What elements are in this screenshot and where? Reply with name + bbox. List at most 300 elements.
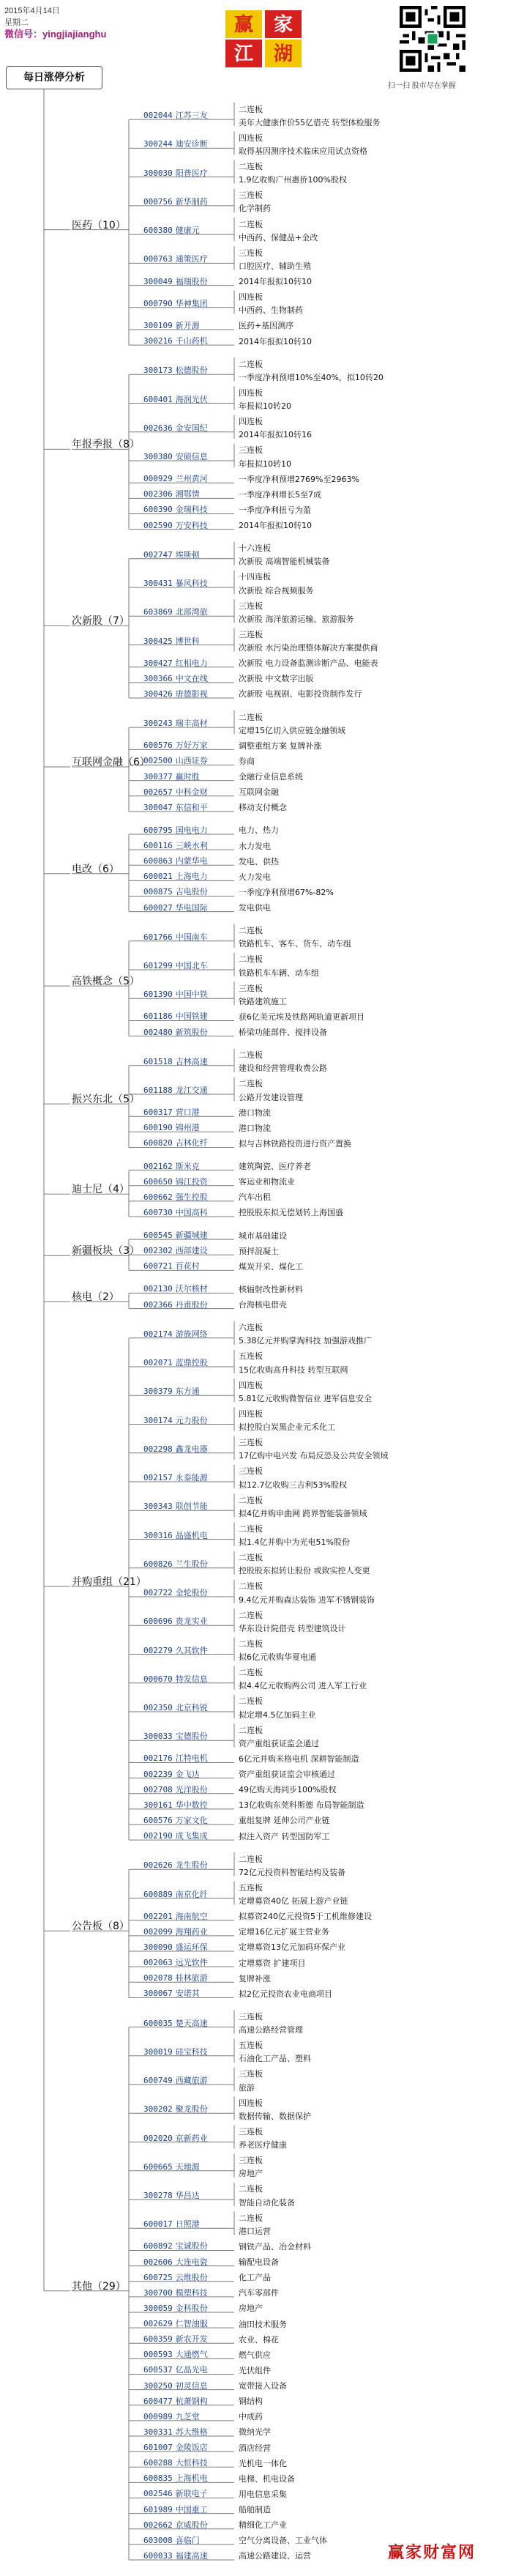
weixin-label: 微信号：	[4, 29, 43, 40]
stock-node[interactable]	[143, 1160, 200, 1172]
category-node[interactable]	[72, 218, 126, 232]
stock-detail: 船舶制造	[239, 2505, 271, 2515]
stock-detail: 年报拟10转10	[239, 459, 291, 469]
stock-detail: 一季度净利预增2769%至2963%	[239, 474, 359, 484]
stock-code: 600380	[143, 226, 173, 236]
stock-node[interactable]	[143, 931, 208, 943]
stock-node[interactable]	[143, 688, 208, 699]
stock-code: 002626	[143, 1860, 173, 1871]
stock-node[interactable]	[143, 577, 208, 589]
stock-name: 北部湾旅	[175, 607, 208, 617]
stock-name: 新联电子	[175, 2489, 208, 2499]
stock-detail: 发电、供热	[239, 856, 279, 866]
category-node[interactable]	[72, 1918, 130, 1933]
stock-detail: 一季度净利增长5至7成	[239, 489, 321, 500]
stock-name: 中国高科	[175, 1207, 208, 1217]
root-node[interactable]: 每日涨停分析	[6, 66, 102, 89]
stock-node[interactable]	[143, 1987, 200, 1999]
stock-node[interactable]	[143, 2256, 208, 2268]
stock-detail: 二连板	[239, 162, 263, 172]
stock-code: 300379	[143, 1387, 173, 1397]
stock-detail: 次新股 水污染治理整体解决方案提供商	[239, 643, 378, 653]
stock-detail: 二连板	[239, 926, 263, 936]
stock-node[interactable]	[143, 786, 208, 798]
stock-code: 300366	[143, 673, 173, 683]
stock-name: 新疆城建	[175, 1231, 208, 1241]
stock-detail: 拟12.7亿收购三吉利53%股权	[239, 1480, 347, 1490]
stock-detail: 三连板	[239, 1466, 263, 1477]
category-node[interactable]	[72, 754, 150, 769]
category-node[interactable]	[72, 1574, 146, 1589]
stock-node[interactable]	[143, 2441, 208, 2453]
stock-code: 002201	[143, 1911, 173, 1921]
stock-code: 600390	[143, 505, 173, 515]
stock-node[interactable]	[143, 1529, 208, 1541]
stock-node[interactable]	[143, 224, 200, 236]
stock-node[interactable]	[143, 2348, 208, 2360]
stock-node[interactable]	[143, 902, 208, 913]
stock-node[interactable]	[143, 488, 200, 500]
stock-node[interactable]	[143, 393, 208, 405]
stock-code: 300174	[143, 1415, 173, 1425]
stock-node[interactable]	[143, 2017, 208, 2029]
stock-node[interactable]	[143, 1500, 208, 1512]
stock-detail: 二连板	[239, 2213, 263, 2223]
stock-detail: 四连板	[239, 292, 263, 302]
stock-code: 300030	[143, 168, 173, 178]
stock-node[interactable]	[143, 2410, 200, 2422]
category-count: （2）	[92, 1291, 119, 1303]
stock-node[interactable]	[143, 2380, 208, 2391]
stock-node[interactable]	[143, 1443, 208, 1455]
stock-detail: 华东设计院借壳 转型建筑设计	[239, 1623, 346, 1633]
stock-code: 600665	[143, 2161, 173, 2172]
weixin-id: yingjiajianghu	[42, 29, 107, 40]
category-node[interactable]	[72, 437, 140, 451]
stock-node[interactable]	[143, 1026, 208, 1038]
stock-name: 特发信息	[175, 1674, 208, 1684]
stock-detail: 燃气供应	[239, 2350, 271, 2360]
stock-node[interactable]	[143, 319, 200, 331]
stock-detail: 养老医疗健康	[239, 2140, 287, 2150]
stock-detail: 预拌混凝土	[239, 1246, 279, 1256]
stock-node[interactable]	[143, 1558, 208, 1570]
stock-detail: 三连板	[239, 248, 263, 258]
stock-node[interactable]	[143, 109, 208, 121]
stock-code: 002302	[143, 1246, 173, 1256]
stock-node[interactable]	[143, 1471, 208, 1483]
stock-node[interactable]	[143, 1768, 200, 1780]
stock-node[interactable]	[143, 739, 208, 751]
stock-node[interactable]	[143, 635, 200, 647]
stock-code: 002590	[143, 520, 173, 530]
category-node[interactable]	[72, 861, 119, 876]
stock-node[interactable]	[143, 1328, 208, 1340]
qr-caption: 扫一扫 股市尽在掌握	[388, 82, 456, 90]
stock-code: 600725	[143, 2272, 173, 2282]
stock-node[interactable]	[143, 1260, 200, 1272]
stock-node[interactable]	[143, 1956, 208, 1968]
stock-name: 福瑞股份	[175, 276, 208, 286]
stock-name: 千山药机	[175, 336, 208, 346]
stock-node[interactable]	[143, 959, 208, 971]
stock-detail: 次新股 电力设备监测诊断产品、电能表	[239, 658, 378, 669]
stock-name: 永泰能源	[175, 1473, 208, 1482]
stock-code: 002176	[143, 1753, 173, 1764]
stock-name: 健康元	[175, 226, 200, 236]
stock-name: 上海机电	[175, 2473, 208, 2484]
category-name: 高铁概念	[72, 976, 113, 988]
stock-node[interactable]	[143, 253, 208, 264]
stock-node[interactable]	[143, 606, 208, 617]
stock-detail: 输配电设备	[239, 2257, 279, 2268]
stock-node[interactable]	[143, 1299, 208, 1310]
stock-detail: 港口运营	[239, 2226, 271, 2236]
stock-node[interactable]	[143, 1137, 208, 1148]
stock-node[interactable]	[143, 549, 200, 560]
stock-name: 仁智油服	[175, 2319, 208, 2329]
stock-node[interactable]	[143, 2161, 200, 2172]
stock-node[interactable]	[143, 1941, 208, 1953]
stock-code: 600889	[143, 1889, 173, 1899]
stock-code: 002298	[143, 1444, 173, 1454]
stock-node[interactable]	[143, 1830, 208, 1841]
stock-detail: 二连板	[239, 2184, 263, 2194]
stock-node[interactable]	[143, 771, 200, 782]
stock-name: 九芝堂	[175, 2411, 200, 2421]
stock-name: 金轮股份	[175, 1588, 208, 1597]
svg-text:赢: 赢	[233, 14, 254, 36]
stock-detail: 四连板	[239, 417, 263, 427]
category-node[interactable]	[72, 1289, 119, 1304]
stock-detail: 获6亿美元埃及铁路网轨道更新项目	[239, 1012, 364, 1022]
stock-name: 中国北车	[175, 961, 208, 970]
stock-node[interactable]	[143, 1191, 208, 1203]
stock-detail: 拟控股白炭黑企业元禾化工	[239, 1422, 335, 1433]
stock-name: 吉林高速	[175, 1056, 208, 1066]
stock-code: 002044	[143, 111, 173, 121]
stock-detail: 拟定增4.5亿加码主业	[239, 1710, 316, 1720]
stock-detail: 五连板	[239, 1351, 263, 1362]
stock-name: 桂林旅游	[175, 1973, 208, 1983]
stock-node[interactable]	[143, 2287, 208, 2298]
stock-detail: 口腔医疗、辅助生殖	[239, 261, 311, 271]
stock-detail: 次新股 综合视频服务	[239, 585, 314, 595]
stock-node[interactable]	[143, 2487, 208, 2499]
stock-name: 大恒科技	[175, 2458, 208, 2468]
category-node[interactable]	[72, 2279, 126, 2293]
category-node[interactable]	[72, 613, 130, 628]
stock-node[interactable]	[143, 824, 208, 836]
category-count: （29）	[92, 2280, 126, 2293]
stock-node[interactable]	[143, 1414, 208, 1426]
stock-name: 初灵信息	[175, 2380, 208, 2391]
stock-detail: 15亿收购高升科技 转型互联网	[239, 1365, 348, 1375]
stock-detail: 定增15亿切入供应链金融领域	[239, 725, 345, 735]
stock-name: 万安科技	[175, 520, 208, 530]
stock-detail: 农业、棉花	[239, 2334, 279, 2345]
category-name: 医药	[72, 219, 92, 231]
stock-detail: 高速公路建设、运营	[239, 2551, 311, 2561]
stock-code: 600795	[143, 825, 173, 835]
stock-detail: 四连板	[239, 133, 263, 143]
stock-code: 300431	[143, 579, 173, 588]
stock-node[interactable]	[143, 886, 208, 897]
stock-node[interactable]	[143, 450, 208, 462]
stock-code: 002708	[143, 1784, 173, 1794]
stock-code: 600835	[143, 2473, 173, 2484]
stock-code: 000763	[143, 254, 173, 264]
category-name: 次新股	[72, 615, 102, 628]
category-node[interactable]	[72, 1091, 140, 1106]
stock-code: 002020	[143, 2133, 173, 2143]
stock-name: 东方通	[175, 1387, 200, 1397]
stock-code: 600576	[143, 1815, 173, 1825]
stock-code: 601007	[143, 2443, 173, 2453]
stock-code: 002606	[143, 2257, 173, 2267]
stock-detail: 铁路机车、客车、货车、动车组	[239, 939, 351, 949]
stock-node[interactable]	[143, 1055, 208, 1067]
stock-name: 埃斯顿	[175, 549, 200, 560]
stock-code: 002078	[143, 1973, 173, 1983]
stock-code: 002747	[143, 549, 173, 560]
stock-detail: 公路开发建设管理	[239, 1092, 303, 1102]
stock-name: 内蒙华电	[175, 856, 208, 866]
stock-node[interactable]	[143, 1283, 208, 1294]
stock-name: 金飞达	[175, 1769, 200, 1779]
stock-detail: 旅游	[239, 2082, 255, 2093]
stock-node[interactable]	[143, 1356, 208, 1368]
stock-node[interactable]	[143, 2046, 208, 2057]
category-node[interactable]	[72, 1243, 140, 1258]
stock-node[interactable]	[143, 1586, 208, 1598]
stock-node[interactable]	[143, 801, 208, 813]
stock-name: 成飞集成	[175, 1831, 208, 1841]
stock-detail: 复牌补涨	[239, 1973, 271, 1983]
stock-node[interactable]	[143, 2333, 208, 2345]
stock-node[interactable]	[143, 988, 208, 1000]
stock-node[interactable]	[143, 2103, 208, 2115]
stock-code: 300316	[143, 1530, 173, 1540]
stock-detail: 调整重组方案 复牌补涨	[239, 740, 322, 751]
stock-node[interactable]	[143, 364, 208, 376]
stock-node[interactable]	[143, 870, 208, 882]
stock-node[interactable]	[143, 839, 208, 851]
stock-node[interactable]	[143, 2503, 208, 2515]
stock-code: 300173	[143, 365, 173, 376]
stock-node[interactable]	[143, 335, 208, 346]
stock-code: 600359	[143, 2334, 173, 2345]
stock-detail: 二连板	[239, 1725, 263, 1735]
stock-detail: 金融行业信息系统	[239, 772, 303, 782]
stock-detail: 定增16亿元扩展主营业务	[239, 1927, 329, 1937]
stock-detail: 桥梁功能部件、搅拌设备	[239, 1028, 327, 1038]
stock-detail: 港口物流	[239, 1107, 271, 1118]
stock-code: 600662	[143, 1192, 173, 1202]
stock-name: 金安国纪	[175, 423, 208, 433]
category-count: （5）	[113, 1094, 140, 1106]
stock-code: 300380	[143, 452, 173, 461]
category-node[interactable]	[72, 973, 140, 988]
stock-node[interactable]	[143, 1783, 208, 1795]
stock-code: 600033	[143, 2550, 173, 2561]
stock-node[interactable]	[143, 754, 208, 766]
stock-node[interactable]	[143, 1106, 200, 1118]
stock-code: 601518	[143, 1056, 173, 1066]
stock-name: 中国中铁	[175, 990, 208, 1000]
stock-node[interactable]	[143, 196, 208, 207]
stock-node[interactable]	[143, 1888, 208, 1900]
stock-node[interactable]	[143, 2534, 200, 2546]
stock-name: 模塑科技	[175, 2287, 208, 2298]
stock-node[interactable]	[143, 855, 208, 866]
stock-node[interactable]	[143, 1176, 208, 1187]
stock-node[interactable]	[143, 1084, 208, 1096]
date-text: 2015年4月14日	[4, 7, 60, 15]
stock-detail: 美年大健康作价55亿借壳 转型体检服务	[239, 117, 381, 127]
stock-node[interactable]	[143, 138, 208, 149]
stock-node[interactable]	[143, 167, 208, 179]
stock-code: 600863	[143, 856, 173, 866]
stock-name: 湘鄂情	[175, 489, 200, 500]
stock-detail: 定增募资40亿 拓展上游产业链	[239, 1896, 348, 1907]
category-count: （8）	[102, 1920, 130, 1933]
stock-node[interactable]	[143, 2317, 208, 2329]
stock-name: 上海电力	[175, 872, 208, 882]
stock-code: 002546	[143, 2489, 173, 2499]
stock-node[interactable]	[143, 717, 208, 729]
stock-node[interactable]	[143, 2302, 208, 2314]
stock-name: 鑫龙电器	[175, 1444, 208, 1454]
stock-node[interactable]	[143, 2364, 208, 2375]
stock-code: 600190	[143, 1123, 173, 1133]
stock-node[interactable]	[143, 2074, 208, 2086]
stock-detail: 拟6亿元收购华夏电通	[239, 1652, 316, 1663]
stock-detail: 核辐射改性新材料	[239, 1284, 303, 1294]
stock-node[interactable]	[143, 1799, 208, 1811]
stock-node[interactable]	[143, 672, 208, 684]
stock-node[interactable]	[143, 503, 208, 515]
stock-name: 大通燃气	[175, 2350, 208, 2360]
stock-code: 002130	[143, 1284, 173, 1294]
stock-node[interactable]	[143, 2550, 208, 2561]
stock-node[interactable]	[143, 2240, 208, 2252]
stock-code: 600537	[143, 2365, 173, 2375]
stock-detail: 中成药	[239, 2412, 263, 2422]
stock-name: 新开源	[175, 320, 200, 330]
stock-node[interactable]	[143, 472, 208, 484]
stock-node[interactable]	[143, 1701, 208, 1713]
stock-detail: 二连板	[239, 1854, 263, 1864]
stock-detail: 二连板	[239, 954, 263, 965]
stock-name: 通策医疗	[175, 254, 208, 264]
stock-detail: 客运业和物流业	[239, 1177, 295, 1187]
stock-node[interactable]	[143, 657, 208, 669]
stock-detail: 次新股 高端智能机械装备	[239, 557, 330, 567]
stock-node[interactable]	[143, 1972, 208, 1983]
stock-name: 斯米克	[175, 1161, 200, 1171]
stock-name: 宝诚股份	[175, 2241, 208, 2252]
stock-node[interactable]	[143, 1385, 200, 1397]
stock-node[interactable]	[143, 2395, 208, 2407]
stock-name: 西部建设	[175, 1246, 208, 1256]
stock-detail: 2014年报拟10转10	[239, 521, 312, 531]
stock-node[interactable]	[143, 2519, 208, 2531]
stock-node[interactable]	[143, 275, 208, 287]
stock-detail: 取得基因测序技术临床应用试点资格	[239, 146, 367, 156]
stock-name: 远光软件	[175, 1958, 208, 1968]
stock-code: 600576	[143, 740, 173, 751]
stock-detail: 医药+基因测序	[239, 321, 294, 331]
stock-name: 硅宝科技	[175, 2046, 208, 2057]
stock-detail: 微纳光学	[239, 2427, 271, 2438]
stock-name: 元力股份	[175, 1415, 208, 1425]
stock-code: 002366	[143, 1299, 173, 1310]
stock-node[interactable]	[143, 297, 208, 309]
stock-code: 002071	[143, 1358, 173, 1367]
stock-detail: 重组复牌 延伸公司产业链	[239, 1816, 330, 1826]
stock-node[interactable]	[143, 1244, 208, 1256]
stock-detail: 券商	[239, 756, 255, 766]
stock-code: 601186	[143, 1012, 173, 1022]
stock-detail: 控股股东拟无偿划转上海国盛	[239, 1208, 343, 1218]
stock-node[interactable]	[143, 2189, 200, 2201]
stock-node[interactable]	[143, 2426, 208, 2438]
stock-name: 新筑股份	[175, 1027, 208, 1037]
stock-detail: 铁路建筑施工	[239, 996, 287, 1006]
stock-node[interactable]	[143, 1859, 208, 1871]
stock-node[interactable]	[143, 519, 208, 531]
category-name: 公告板	[72, 1920, 102, 1933]
stock-detail: 四连板	[239, 1408, 263, 1419]
category-count: （3）	[113, 1245, 140, 1258]
stock-node[interactable]	[143, 1910, 208, 1922]
stock-code: 002162	[143, 1161, 173, 1171]
stock-name: 江特电机	[175, 1753, 208, 1764]
stock-detail: 港口物流	[239, 1123, 271, 1133]
stock-node[interactable]	[143, 1010, 208, 1022]
stock-node[interactable]	[143, 1121, 200, 1133]
stock-node[interactable]	[143, 1673, 208, 1685]
stock-code: 600820	[143, 1138, 173, 1148]
stock-node[interactable]	[143, 1615, 208, 1627]
stock-detail: 二连板	[239, 1638, 263, 1649]
stock-node[interactable]	[143, 422, 208, 434]
stock-node[interactable]	[143, 1814, 208, 1826]
stock-node[interactable]	[143, 2218, 200, 2230]
category-count: （5）	[113, 976, 140, 988]
stock-code: 601188	[143, 1085, 173, 1095]
stock-node[interactable]	[143, 1644, 208, 1656]
stock-node[interactable]	[143, 1206, 208, 1218]
stock-detail: 三连板	[239, 2156, 263, 2166]
stock-node[interactable]	[143, 2271, 208, 2283]
stock-node[interactable]	[143, 2132, 208, 2144]
category-name: 迪士尼	[72, 1184, 102, 1196]
category-node[interactable]	[72, 1181, 130, 1196]
stock-node[interactable]	[143, 1752, 208, 1764]
stock-node[interactable]	[143, 2472, 208, 2484]
stock-node[interactable]	[143, 1926, 208, 1937]
stock-name: 杭萧钢构	[175, 2396, 208, 2406]
stock-node[interactable]	[143, 1229, 208, 1241]
stock-name: 吉电股份	[175, 887, 208, 897]
stock-name: 营口港	[175, 1107, 200, 1118]
stock-name: 西藏旅游	[175, 2076, 208, 2085]
stock-detail: 二连板	[239, 1610, 263, 1620]
stock-node[interactable]	[143, 1730, 208, 1742]
stock-node[interactable]	[143, 2457, 208, 2468]
